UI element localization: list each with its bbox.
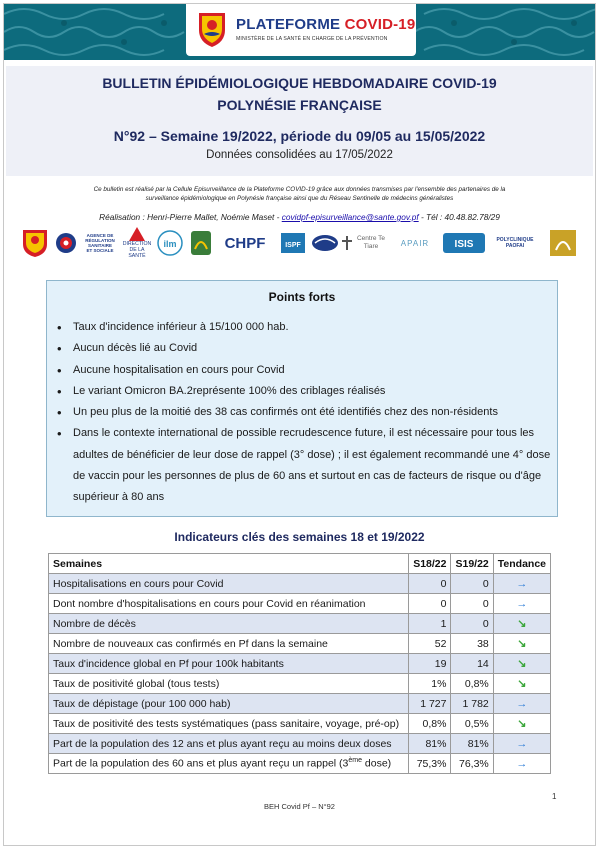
trend-right-arrow-icon: →	[493, 754, 550, 774]
table-row	[49, 714, 551, 734]
table-row	[49, 694, 551, 714]
partner-logos	[18, 226, 584, 260]
indicators-body	[49, 574, 551, 774]
trend-down-arrow-icon: ↘	[493, 654, 550, 674]
trend-right-arrow-icon: →	[493, 734, 550, 754]
value-s19: 81%	[451, 734, 493, 754]
ministry-subtitle: MINISTÈRE DE LA SANTÉ EN CHARGE DE LA PRÉVENTION	[236, 36, 388, 42]
authors: Réalisation : Henri-Pierre Mallet, Noémie Maset -	[99, 212, 282, 222]
table-header-row	[49, 554, 551, 574]
consolidated-date: Données consolidées au 17/05/2022	[206, 149, 393, 161]
value-s18: 1 727	[409, 694, 451, 714]
partner-logo-3: AGENCE DE RÉGULATION SANITAIRE ET SOCIALE	[85, 233, 115, 253]
value-s18: 0	[409, 594, 451, 614]
phone-number: - Tél : 40.48.82.78/29	[418, 212, 500, 222]
indicator-label: Part de la population des 60 ans et plus ayant reçu un rappel (3ème dose)	[49, 754, 409, 774]
value-s19: 0	[451, 574, 493, 594]
platform-title: PLATEFORME COVID-19	[236, 16, 416, 33]
value-s18: 19	[409, 654, 451, 674]
indicator-label: Nombre de décès	[49, 614, 409, 634]
table-row	[49, 614, 551, 634]
partner-logo-9	[310, 226, 340, 260]
contact-email-link[interactable]: covidpf-episurveillance@sante.gov.pf	[281, 212, 419, 222]
partner-logo-2	[54, 226, 78, 260]
trend-down-arrow-icon: ↘	[493, 634, 550, 654]
indicator-label: Part de la population des 12 ans et plus ayant reçu au moins deux doses	[49, 734, 409, 754]
issue-line: N°92 – Semaine 19/2022, période du 09/05 au 15/05/2022	[113, 128, 486, 144]
list-item: • Taux d'incidence inférieur à 15/100 000 hab.	[55, 317, 551, 338]
partner-logo-apair: APAIR	[400, 238, 430, 248]
points-forts-title: Points forts	[268, 290, 336, 304]
partner-logo-centre-te-tiare: Centre Te Tiare	[356, 235, 386, 250]
value-s19: 38	[451, 634, 493, 654]
partner-logo-cross	[342, 226, 352, 260]
table-row	[49, 654, 551, 674]
paofai-label: POLYCLINIQUE PAOFAI	[496, 237, 534, 249]
polynesia-emblem-icon	[196, 10, 228, 48]
trend-right-arrow-icon: →	[493, 694, 550, 714]
list-item: • Aucune hospitalisation en cours pour Covid	[55, 360, 551, 381]
value-s19: 0	[451, 614, 493, 634]
partner-logo-direction-sante	[122, 226, 152, 260]
value-s19: 1 782	[451, 694, 493, 714]
page-number: 1	[552, 792, 557, 801]
bulletin-header	[6, 66, 593, 176]
bulletin-region: POLYNÉSIE FRANÇAISE	[217, 97, 382, 113]
indicator-label: Dont nombre d'hospitalisations en cours pour Covid en réanimation	[49, 594, 409, 614]
value-s18: 1%	[409, 674, 451, 694]
points-forts-list	[55, 317, 551, 509]
table-row	[49, 734, 551, 754]
banner-title-card	[186, 4, 416, 56]
trend-down-arrow-icon: ↘	[493, 714, 550, 734]
partner-logo-ilm	[156, 226, 184, 260]
bulletin-page	[3, 3, 596, 846]
top-banner	[4, 4, 595, 60]
header-s18: S18/22	[409, 554, 451, 574]
credits-line-2: surveillance épidémiologique en Polynésie française ainsi que du Réseau Sentinelle de médecins généralistes	[145, 195, 454, 203]
indicator-label: Taux d'incidence global en Pf pour 100k habitants	[49, 654, 409, 674]
trend-down-arrow-icon: ↘	[493, 674, 550, 694]
list-item: • Un peu plus de la moitié des 38 cas confirmés ont été identifiés chez des non-résidents	[55, 402, 551, 423]
value-s18: 75,3%	[409, 754, 451, 774]
indicators-table	[48, 553, 551, 774]
direction-sante-label: DIRECTION DE LA SANTÉ	[122, 241, 152, 259]
credits-line-1: Ce bulletin est réalisé par la Cellule Episurveillance de la Plateforme COVID-19 grâce aux données transmises par l'ensemble des partenaires de la	[93, 186, 506, 193]
value-s19: 0,5%	[451, 714, 493, 734]
svg-text:ISPF: ISPF	[285, 242, 301, 249]
trend-right-arrow-icon: →	[493, 594, 550, 614]
list-item: • Aucun décès lié au Covid	[55, 338, 551, 359]
table-row	[49, 754, 551, 774]
value-s19: 0,8%	[451, 674, 493, 694]
partner-logo-isis	[442, 226, 486, 260]
partner-logo-clinique-cardella	[546, 226, 580, 260]
header-semaines: Semaines	[49, 554, 409, 574]
indicator-label: Nombre de nouveaux cas confirmés en Pf dans la semaine	[49, 634, 409, 654]
indicator-label: Hospitalisations en cours pour Covid	[49, 574, 409, 594]
value-s19: 76,3%	[451, 754, 493, 774]
points-forts-box	[46, 280, 558, 517]
trend-right-arrow-icon: →	[493, 574, 550, 594]
value-s18: 1	[409, 614, 451, 634]
header-s19: S19/22	[451, 554, 493, 574]
partner-logo-ispf	[280, 226, 306, 260]
partner-logo-6	[188, 226, 214, 260]
footer-text: BEH Covid Pf – N°92	[264, 802, 335, 811]
table-row	[49, 574, 551, 594]
partner-logo-polyclinique-paofai	[490, 226, 540, 260]
table-row	[49, 594, 551, 614]
list-item: • Dans le contexte international de possible recrudescence future, il est nécessaire pour tous les adultes de bénéficier de leur dose de rappel (3° dose) ; il est également recommandé une 4° dose de vaccin pour les personnes de plus de 60 ans et surtout en cas de facteurs de risque ou d'âge supérieur à 80 ans	[55, 423, 551, 508]
indicator-label: Taux de positivité global (tous tests)	[49, 674, 409, 694]
indicator-label: Taux de positivité des tests systématiques (pass sanitaire, voyage, pré-op)	[49, 714, 409, 734]
list-item: • Le variant Omicron BA.2représente 100% des criblages réalisés	[55, 381, 551, 402]
value-s18: 0,8%	[409, 714, 451, 734]
chpf-label: CHPF	[224, 234, 266, 252]
credits-text	[24, 185, 575, 204]
svg-text:ISIS: ISIS	[454, 239, 474, 250]
partner-logo-chpf	[216, 226, 274, 260]
realisation-line	[24, 212, 575, 222]
value-s18: 52	[409, 634, 451, 654]
header-tendance: Tendance	[493, 554, 550, 574]
indicator-label: Taux de dépistage (pour 100 000 hab)	[49, 694, 409, 714]
partner-logo-1	[20, 226, 50, 260]
value-s19: 0	[451, 594, 493, 614]
value-s19: 14	[451, 654, 493, 674]
table-row	[49, 634, 551, 654]
bulletin-title: BULLETIN ÉPIDÉMIOLOGIQUE HEBDOMADAIRE COVID-19	[102, 75, 497, 91]
indicators-title: Indicateurs clés des semaines 18 et 19/2022	[174, 530, 425, 544]
table-row	[49, 674, 551, 694]
trend-down-arrow-icon: ↘	[493, 614, 550, 634]
value-s18: 0	[409, 574, 451, 594]
value-s18: 81%	[409, 734, 451, 754]
svg-text:ilm: ilm	[163, 239, 177, 249]
